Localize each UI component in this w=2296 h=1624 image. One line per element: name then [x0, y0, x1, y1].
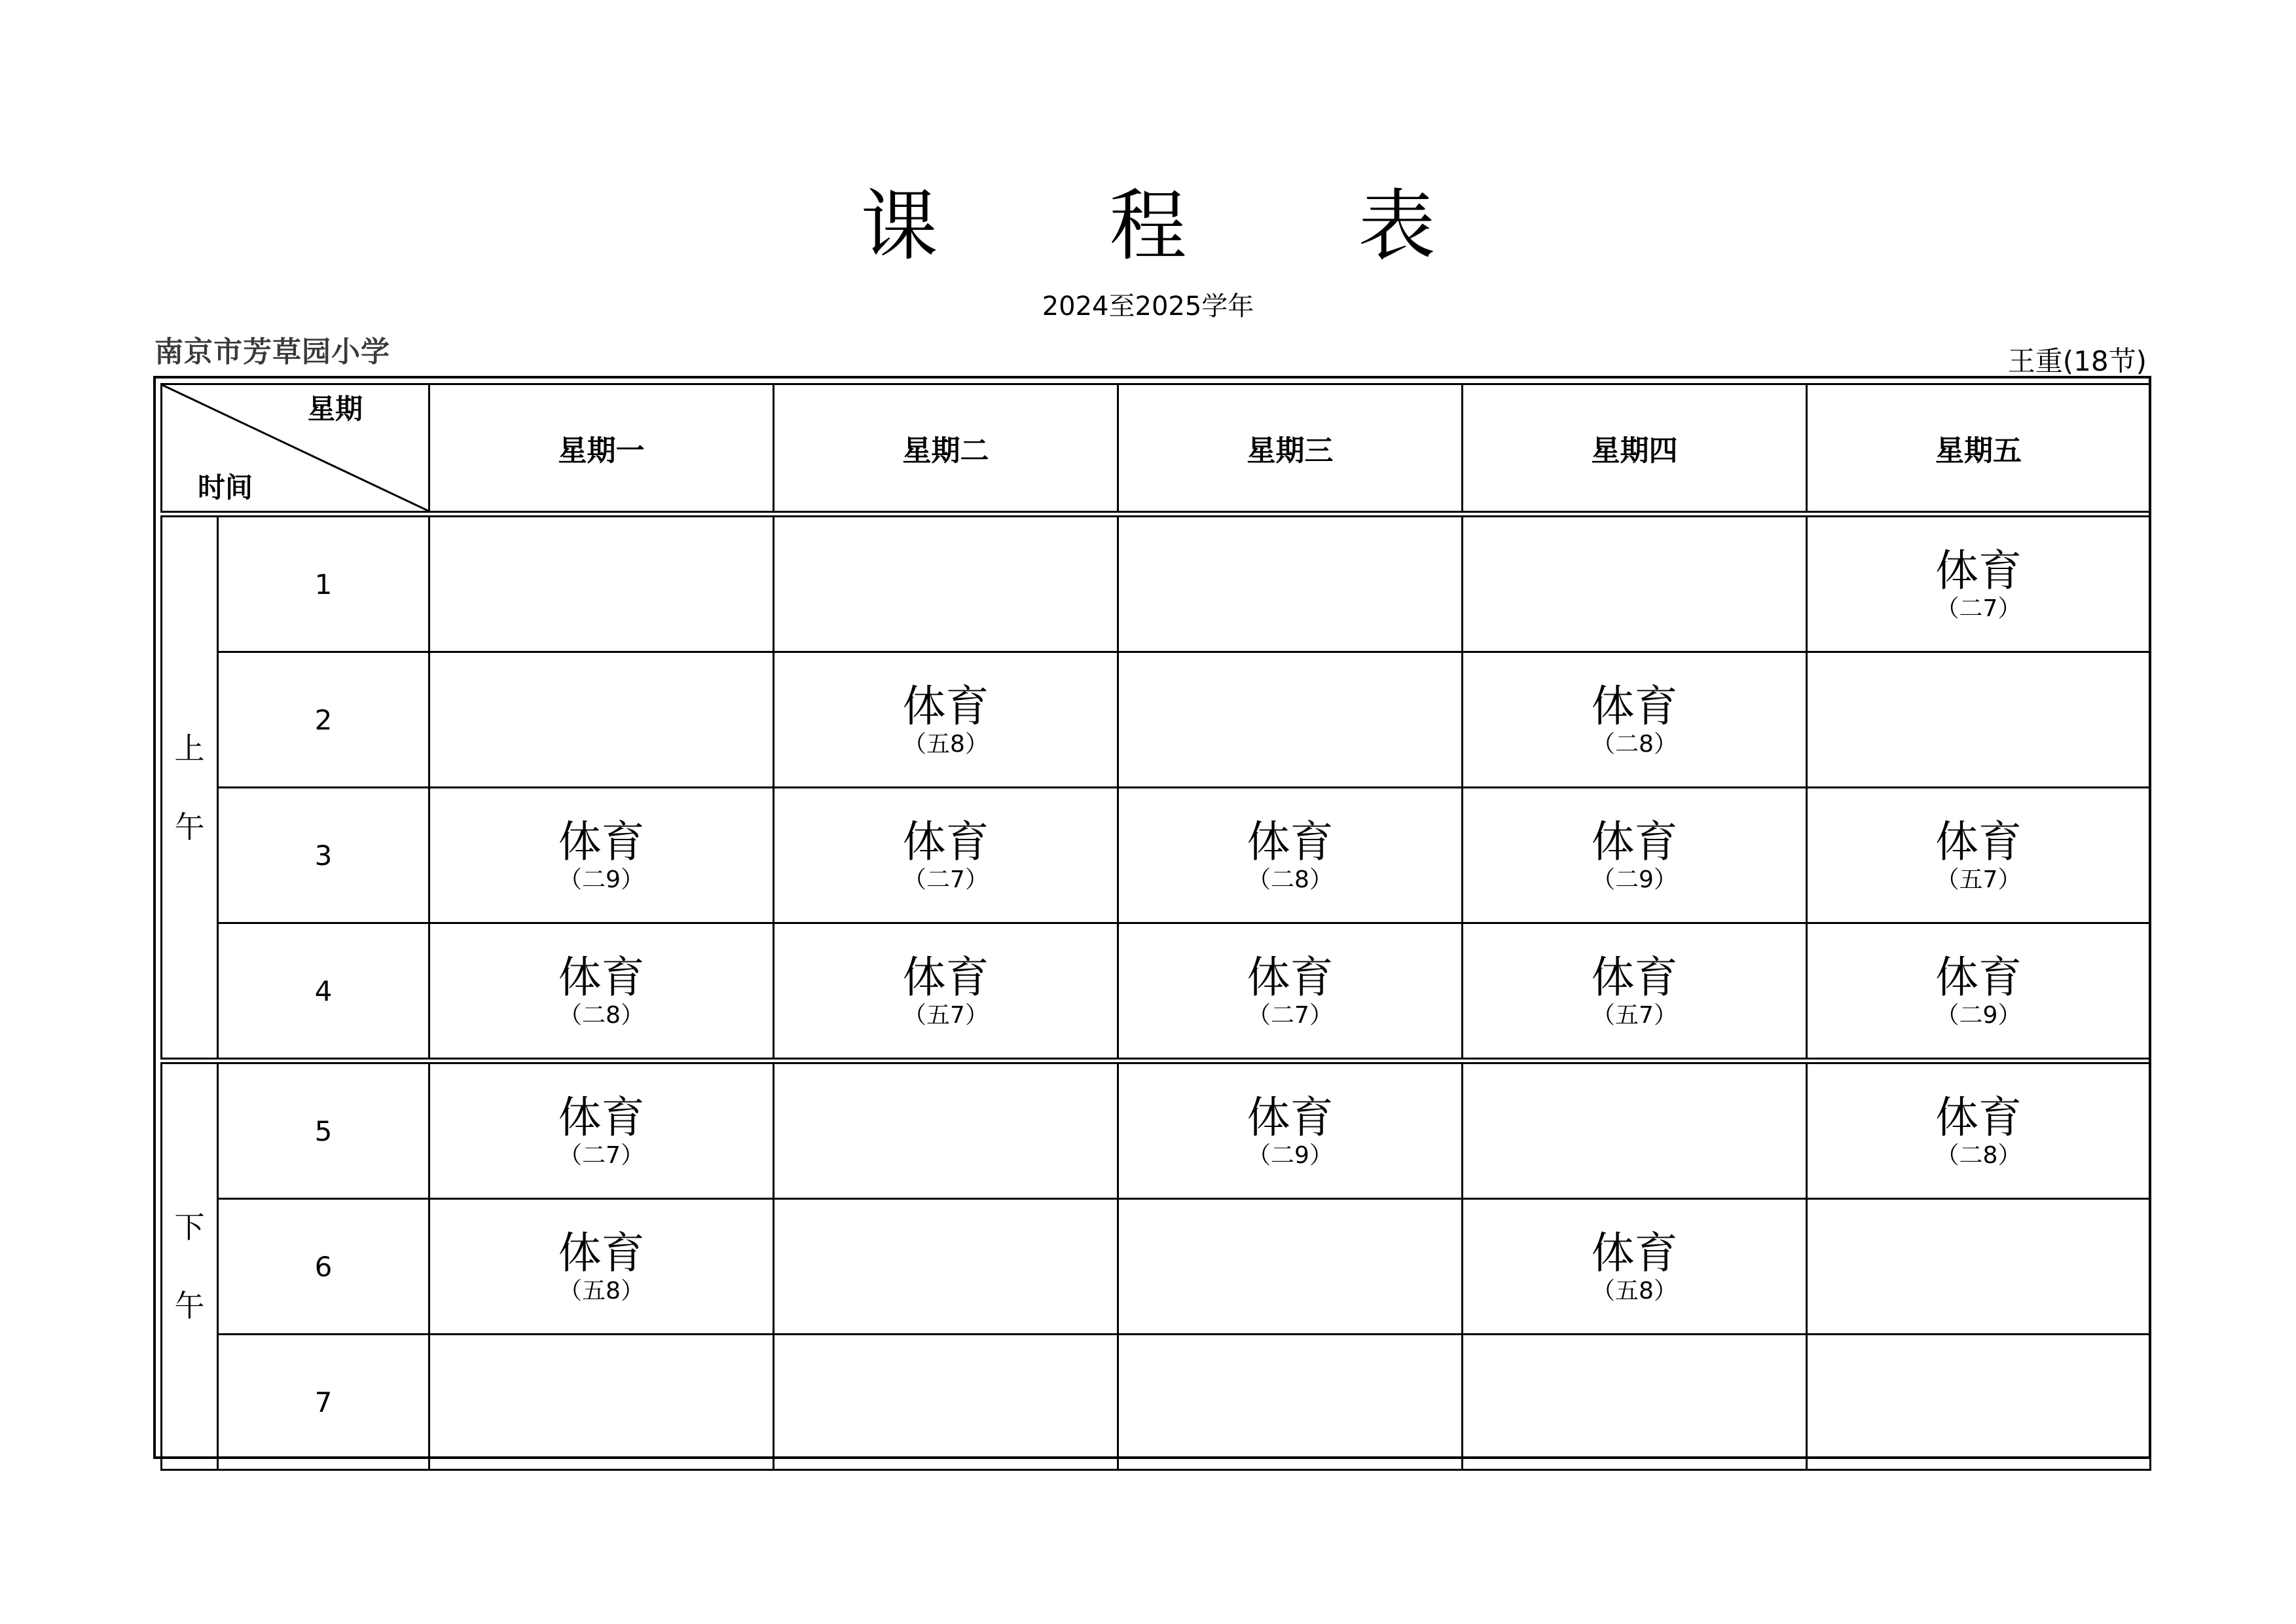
lesson-class: （二7） — [1247, 1002, 1333, 1029]
lesson-class: （五7） — [903, 1002, 989, 1029]
period-number: 2 — [218, 652, 429, 788]
period-row — [162, 788, 2151, 923]
lesson-subject: 体育 — [1591, 952, 1678, 1003]
lesson-cell — [1463, 1061, 1807, 1199]
session-char: 下 — [174, 1209, 205, 1245]
period-row — [162, 652, 2151, 788]
period-row — [162, 1335, 2151, 1470]
lesson-cell — [774, 1199, 1118, 1335]
day-header: 星期三 — [1118, 384, 1463, 515]
timetable — [160, 383, 2151, 1471]
lesson-class: （二7） — [1935, 595, 2022, 622]
lesson-cell — [1463, 652, 1807, 788]
lesson-cell — [1118, 923, 1463, 1061]
header-row — [162, 384, 2151, 515]
corner-week-label: 星期 — [307, 393, 363, 425]
lesson-subject: 体育 — [558, 1092, 645, 1143]
lesson-subject: 体育 — [558, 817, 645, 867]
lesson-subject: 体育 — [1247, 1092, 1334, 1143]
period-row — [162, 1199, 2151, 1335]
lesson-subject: 体育 — [1247, 952, 1334, 1003]
lesson-cell — [774, 1061, 1118, 1199]
lesson-cell — [429, 514, 774, 652]
lesson-cell — [1463, 923, 1807, 1061]
lesson-cell — [774, 1335, 1118, 1470]
title-char: 程 — [1109, 181, 1187, 271]
lesson-cell — [774, 788, 1118, 923]
lesson-subject: 体育 — [558, 1228, 645, 1278]
lesson-class: （二9） — [1592, 866, 1677, 893]
period-number: 7 — [218, 1335, 429, 1470]
lesson-cell — [429, 1199, 774, 1335]
lesson-subject: 体育 — [902, 952, 989, 1003]
lesson-cell — [1807, 788, 2151, 923]
title-char: 表 — [1358, 181, 1436, 271]
page-title — [0, 177, 2296, 275]
period-number: 3 — [218, 788, 429, 923]
corner-time-label: 时间 — [198, 471, 253, 504]
session-char: 午 — [174, 809, 205, 845]
lesson-cell — [429, 1335, 774, 1470]
period-number: 4 — [218, 923, 429, 1061]
lesson-class: （二9） — [558, 866, 644, 893]
lesson-class: （五8） — [1592, 1278, 1677, 1304]
lesson-class: （五8） — [558, 1278, 644, 1304]
period-row — [162, 1061, 2151, 1199]
lesson-class: （五7） — [1935, 866, 2022, 893]
lesson-class: （五7） — [1592, 1002, 1677, 1029]
lesson-cell — [1118, 1061, 1463, 1199]
lesson-class: （二8） — [1592, 731, 1677, 758]
lesson-class: （二8） — [1935, 1142, 2022, 1169]
lesson-subject: 体育 — [1935, 545, 2022, 596]
lesson-cell — [774, 652, 1118, 788]
lesson-cell — [1807, 652, 2151, 788]
teacher-name: 王重(18节) — [2007, 345, 2147, 377]
lesson-subject: 体育 — [1591, 1228, 1678, 1278]
lesson-cell — [429, 1061, 774, 1199]
lesson-cell — [1118, 1335, 1463, 1470]
period-number: 5 — [218, 1061, 429, 1199]
lesson-cell — [774, 923, 1118, 1061]
lesson-cell — [1463, 788, 1807, 923]
day-header: 星期一 — [429, 384, 774, 515]
period-row — [162, 514, 2151, 652]
lesson-cell — [1118, 514, 1463, 652]
lesson-cell — [1807, 514, 2151, 652]
period-row — [162, 923, 2151, 1061]
lesson-cell — [1807, 1335, 2151, 1470]
period-number: 1 — [218, 514, 429, 652]
lesson-subject: 体育 — [1247, 817, 1334, 867]
day-header: 星期四 — [1463, 384, 1807, 515]
lesson-cell — [429, 923, 774, 1061]
lesson-subject: 体育 — [902, 681, 989, 731]
lesson-cell — [1807, 923, 2151, 1061]
morning-session-cell — [162, 514, 218, 1061]
corner-cell — [162, 384, 429, 515]
lesson-subject: 体育 — [902, 817, 989, 867]
lesson-cell — [774, 514, 1118, 652]
lesson-cell — [429, 652, 774, 788]
lesson-cell — [1463, 1199, 1807, 1335]
lesson-cell — [429, 788, 774, 923]
day-header: 星期五 — [1807, 384, 2151, 515]
lesson-cell — [1118, 652, 1463, 788]
lesson-cell — [1463, 1335, 1807, 1470]
lesson-class: （二7） — [903, 866, 989, 893]
lesson-subject: 体育 — [558, 952, 645, 1003]
lesson-cell — [1463, 514, 1807, 652]
title-char: 课 — [860, 181, 938, 271]
session-char: 上 — [174, 730, 205, 766]
lesson-class: （二9） — [1247, 1142, 1333, 1169]
session-char: 午 — [174, 1288, 205, 1323]
afternoon-session-cell — [162, 1061, 218, 1470]
lesson-class: （二8） — [1247, 866, 1333, 893]
school-name: 南京市芳草园小学 — [155, 335, 390, 369]
lesson-cell — [1807, 1199, 2151, 1335]
lesson-subject: 体育 — [1935, 1092, 2022, 1143]
lesson-class: （二9） — [1935, 1002, 2022, 1029]
lesson-subject: 体育 — [1591, 817, 1678, 867]
lesson-cell — [1118, 1199, 1463, 1335]
lesson-subject: 体育 — [1935, 817, 2022, 867]
lesson-class: （二7） — [558, 1142, 644, 1169]
academic-year: 2024至2025学年 — [1042, 291, 1254, 322]
period-number: 6 — [218, 1199, 429, 1335]
lesson-class: （五8） — [903, 731, 989, 758]
lesson-subject: 体育 — [1935, 952, 2022, 1003]
lesson-cell — [1807, 1061, 2151, 1199]
lesson-class: （二8） — [558, 1002, 644, 1029]
timetable-frame — [153, 376, 2151, 1459]
lesson-cell — [1118, 788, 1463, 923]
day-header: 星期二 — [774, 384, 1118, 515]
lesson-subject: 体育 — [1591, 681, 1678, 731]
